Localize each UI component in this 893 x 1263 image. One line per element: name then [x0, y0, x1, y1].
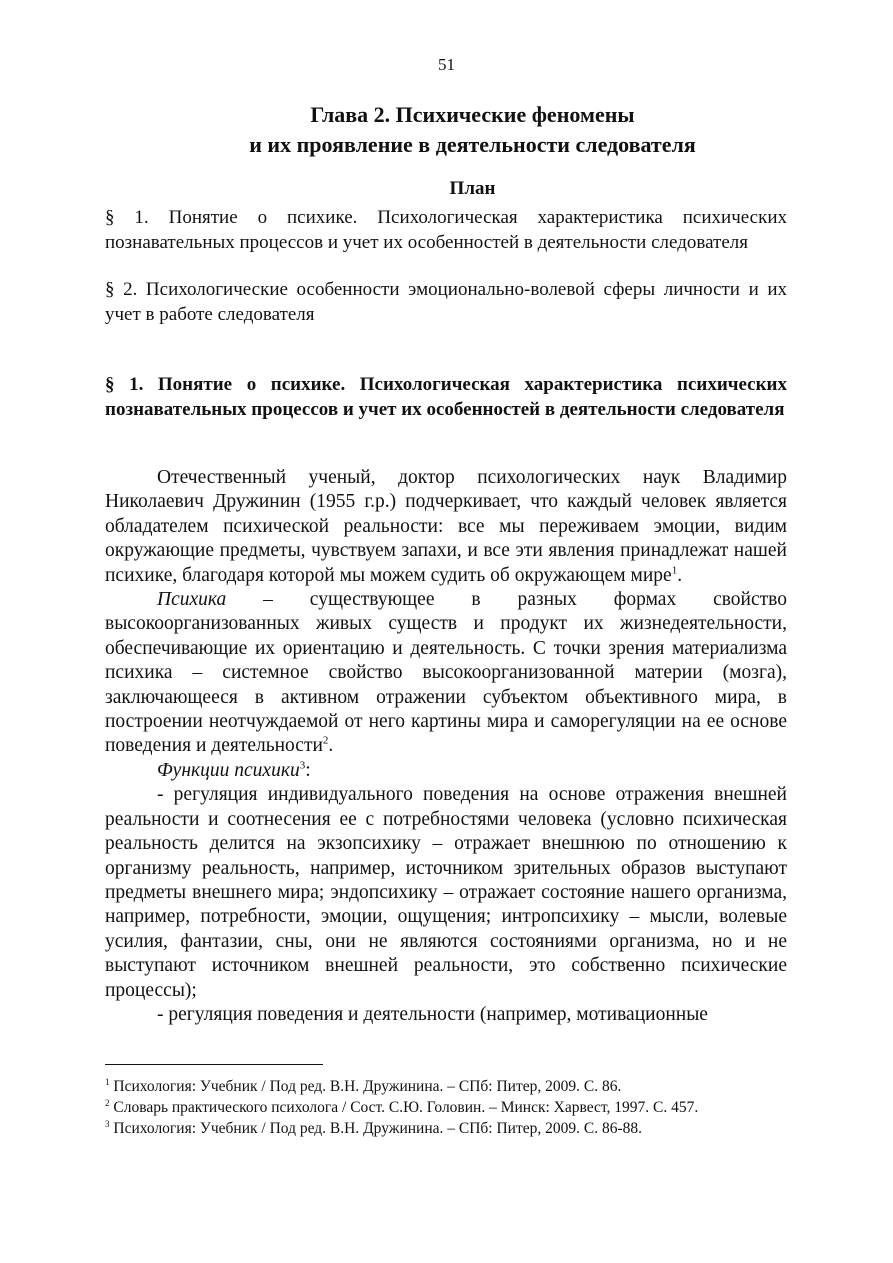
- footnote-1-number: 1: [105, 1076, 110, 1087]
- footnotes: [105, 1076, 787, 1139]
- chapter-title-line-2: и их проявление в деятельности следователя: [249, 132, 696, 157]
- plan-heading: План: [449, 178, 496, 199]
- list-item-function-1: - регуляция индивидуального поведения на основе отражения внешней реальности и соотнесения ее с потребностями человека (условно психическая реальность делится на экзопсихику – отражает внешнюю по отношению к организму реальность, например, источником зрительных образов выступают предметы внешнего мира; эндопсихику – отражает состояние нашего организма, например, потребности, эмоции, ощущения; интропсихику – мысли, волевые усилия, фантазии, сны, они не являются состояниями организма, но и не выступают источником внешней реальности, это собственно психические процессы);: [105, 784, 787, 1001]
- footnote-3-number: 3: [105, 1118, 110, 1129]
- paragraph-intro-end: .: [677, 564, 683, 586]
- paragraph-definition: [105, 588, 787, 759]
- footnote-3: [105, 1118, 787, 1139]
- body-text: [105, 466, 787, 1027]
- footnote-ref-3: 3: [299, 759, 306, 772]
- footnote-2-text: Словарь практического психолога / Сост. С.Ю. Головин. – Минск: Харвест, 1997. С. 457.: [109, 1099, 699, 1116]
- section-title: § 1. Понятие о психике. Психологическая характеристика психических познавательных процессов и учет их особенностей в деятельности следователя: [105, 374, 787, 420]
- chapter-title-line-1: Глава 2. Психические феномены: [310, 102, 635, 127]
- footnote-3-text: Психология: Учебник / Под ред. В.Н. Дружинина. – СПб: Питер, 2009. С. 86-88.: [109, 1120, 643, 1137]
- paragraph-definition-end: .: [328, 735, 334, 757]
- paragraph-functions-heading: [105, 759, 787, 783]
- paragraph-definition-text: – существующее в разных формах свойство высокоорганизованных живых существ и продукт их жизнедеятельности, обеспечивающие их ориентацию и деятельность. С точки зрения материализма психика – системное свойство высокоорганизованной материи (мозга), заключающееся в активном отражении субъектом объективного мира, в построении неотчуждаемой от него картины мира и саморегуляции на ее основе поведения и деятельности: [105, 589, 787, 757]
- page-number: 51: [438, 55, 455, 74]
- chapter-title: [100, 100, 845, 160]
- term-functions: Функции психики: [157, 759, 300, 781]
- term-psyche: Психика: [157, 589, 227, 611]
- footnote-ref-1: 1: [671, 564, 678, 577]
- footnote-2: [105, 1097, 787, 1118]
- paragraph-intro: [105, 466, 787, 588]
- footnote-separator: [105, 1064, 323, 1065]
- list-item-function-2: - регуляция поведения и деятельности (например, мотивационные: [157, 1003, 708, 1025]
- plan-item-2: § 2. Психологические особенности эмоционально-волевой сферы личности и их учет в работе следователя: [105, 279, 787, 325]
- footnote-ref-2: 2: [322, 734, 329, 747]
- footnote-1: [105, 1076, 787, 1097]
- footnote-2-number: 2: [105, 1097, 110, 1108]
- paragraph-functions-colon: :: [305, 759, 311, 781]
- footnote-1-text: Психология: Учебник / Под ред. В.Н. Дружинина. – СПб: Питер, 2009. С. 86.: [109, 1078, 622, 1095]
- plan-item-1: § 1. Понятие о психике. Психологическая характеристика психических познавательных процессов и учет их особенностей в деятельности следователя: [105, 207, 787, 253]
- paragraph-intro-text: Отечественный ученый, доктор психологических наук Владимир Николаевич Дружинин (1955 г.р.) подчеркивает, что каждый человек является обладателем психической реальности: все мы переживаем эмоции, видим окружающие предметы, чувствуем запахи, и все эти явления принадлежат нашей психике, благодаря которой мы можем судить об окружающем мире: [105, 467, 787, 586]
